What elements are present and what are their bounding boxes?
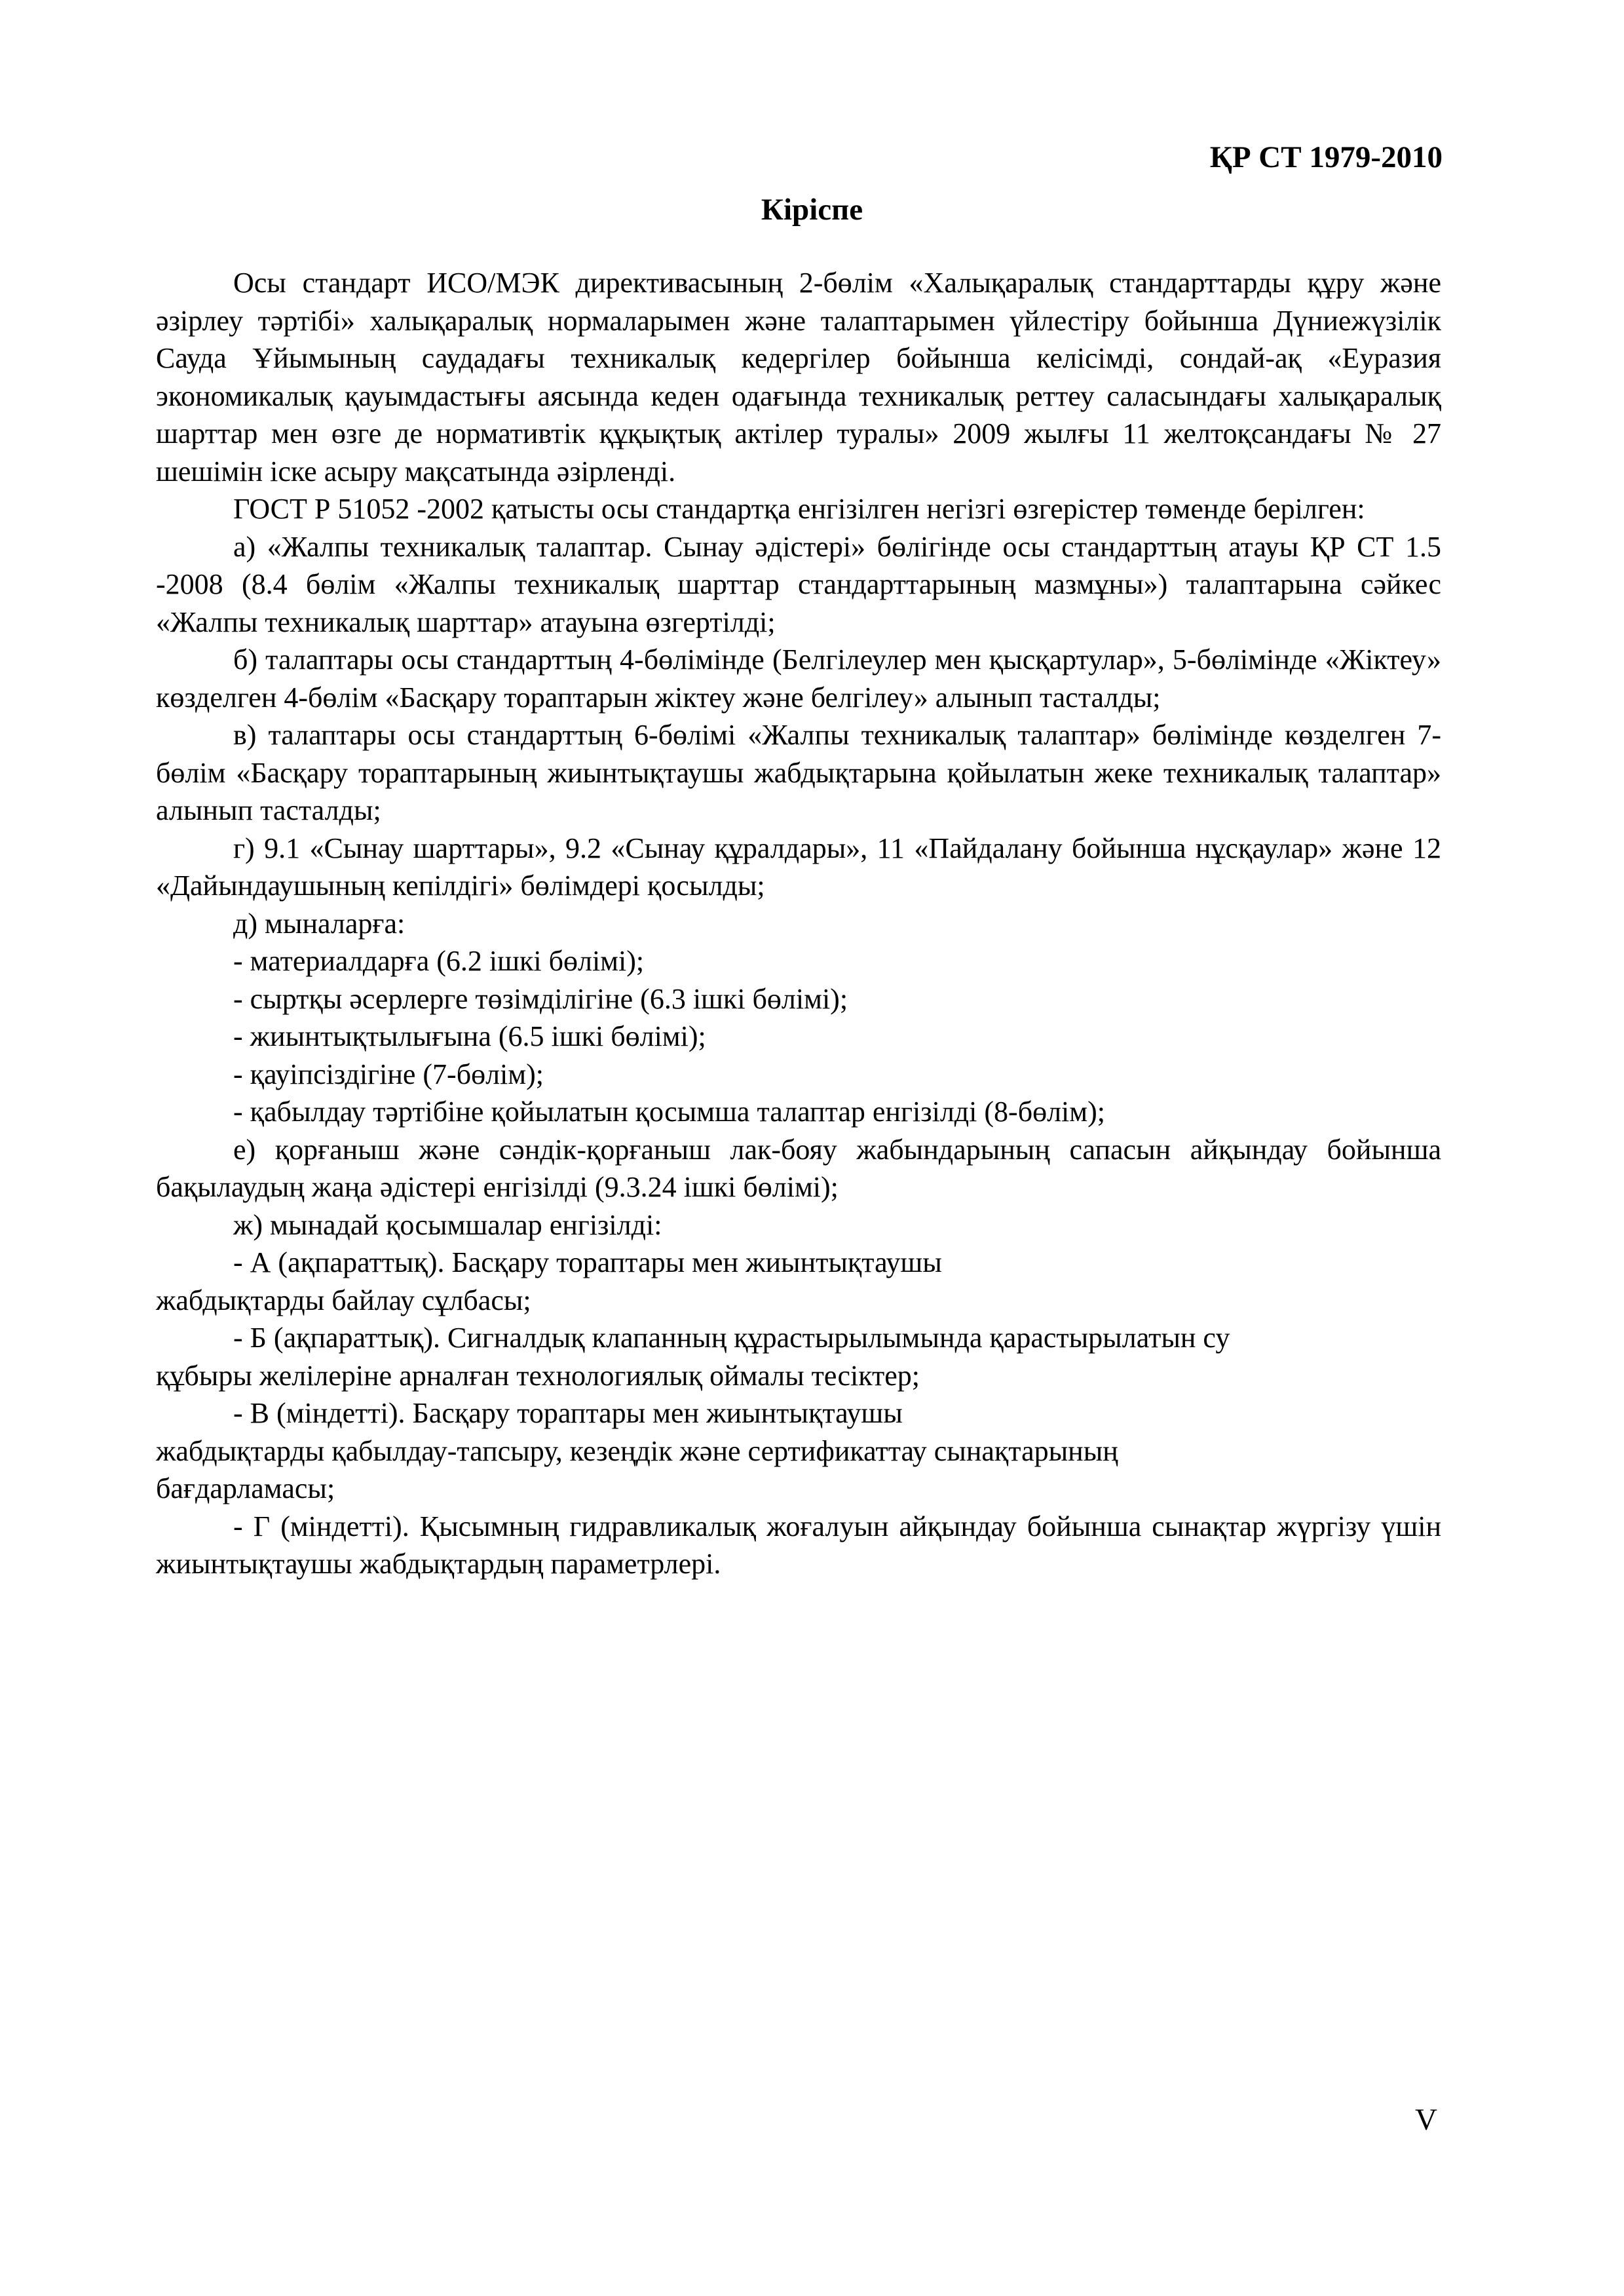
annex-g-paragraph: - Г (міндетті). Қысымның гидравликалық жоғалуын айқындау бойынша сынақтар жүргізу үшін жиынтықтаушы жабдықтардың параметрлері. <box>156 1510 1441 1580</box>
standard-code-header: ҚР СТ 1979-2010 <box>1209 140 1443 174</box>
annex-a-line: жабдықтарды байлау сұлбасы; <box>156 1284 531 1316</box>
list-subitem: - жиынтықтылығына (6.5 ішкі бөлімі); <box>233 1020 706 1052</box>
annex-v-line: бағдарламасы; <box>156 1472 335 1504</box>
list-item-v: в) талаптары осы стандарттың 6-бөлімі «Жалпы техникалық талаптар» бөлімінде көзделген 7-бөлім «Басқару тораптарының жиынтықтаушы жабдықтарына қойылатын жеке техникалық талаптар» алынып тасталды; <box>156 719 1441 826</box>
annex-b-line: құбыры желілеріне арналған технологиялық оймалы тесіктер; <box>156 1359 920 1392</box>
list-subitem: - қабылдау тәртібіне қойылатын қосымша талаптар енгізілді (8-бөлім); <box>233 1096 1105 1128</box>
list-item-e: е) қорғаныш және сәндік-қорғаныш лак-бояу жабындарының сапасын айқындау бойынша бақылаудың жаңа әдістері енгізілді (9.3.24 ішкі бөлімі); <box>156 1133 1441 1203</box>
list-item-zh: ж) мынадай қосымшалар енгізілді: <box>233 1208 662 1241</box>
page-title: Кіріспе <box>761 193 863 227</box>
list-subitem: - сыртқы әсерлерге төзімділігіне (6.3 ішкі бөлімі); <box>233 982 848 1015</box>
list-item-d: д) мыналарға: <box>233 907 406 940</box>
document-body <box>156 264 1441 1583</box>
annex-v-line: - В (міндетті). Басқару тораптары мен жиынтықтаушы <box>233 1397 903 1429</box>
list-subitem: - қауіпсіздігіне (7-бөлім); <box>233 1058 544 1090</box>
changes-paragraph: ГОСТ Р 51052 -2002 қатысты осы стандартқа енгізілген негізгі өзгерістер төменде берілген: <box>233 493 1365 525</box>
intro-paragraph: Осы стандарт ИСО/МЭК директивасының 2-бөлім «Халықаралық стандарттарды құру және әзірлеу тәртібі» халықаралық нормаларымен және талаптарымен үйлестіру бойынша Дүниежүзілік Сауда Ұйымының саудадағы техникалық кедергілер бойынша келісімді, сондай-ақ «Еуразия экономикалық қауымдастығы аясында кеден одағында техникалық реттеу саласындағы халықаралық шарттар мен өзге де нормативтік құқықтық актілер туралы» 2009 жылғы 11 желтоқсандағы № 27 шешімін іске асыру мақсатында әзірленді. <box>156 267 1441 488</box>
list-item-a: а) «Жалпы техникалық талаптар. Сынау әдістері» бөлігінде осы стандарттың атауы ҚР СТ 1.5 -2008 (8.4 бөлім «Жалпы техникалық шарттар стандарттарының мазмұны») талаптарына сәйкес «Жалпы техникалық шарттар» атауына өзгертілді; <box>156 530 1441 638</box>
annex-a-line: - А (ақпараттық). Басқару тораптары мен жиынтықтаушы <box>233 1246 942 1278</box>
list-item-g: г) 9.1 «Сынау шарттары», 9.2 «Сынау құралдары», 11 «Пайдалану бойынша нұсқаулар» және 12 «Дайындаушының кепілдігі» бөлімдері қосылды; <box>156 832 1441 902</box>
page-number: V <box>1415 2103 1437 2137</box>
list-item-b: б) талаптары осы стандарттың 4-бөлімінде (Белгілеулер мен қысқартулар», 5-бөлімінде «Жіктеу» көзделген 4-бөлім «Басқару тораптарын жіктеу және белгілеу» алынып тасталды; <box>156 643 1441 714</box>
list-subitem: - материалдарға (6.2 ішкі бөлімі); <box>233 945 645 977</box>
annex-b-line: - Б (ақпараттық). Сигналдық клапанның құрастырылымында қарастырылатын су <box>233 1322 1230 1354</box>
annex-v-line: жабдықтарды қабылдау-тапсыру, кезеңдік және сертификаттау сынақтарының <box>156 1434 1118 1467</box>
